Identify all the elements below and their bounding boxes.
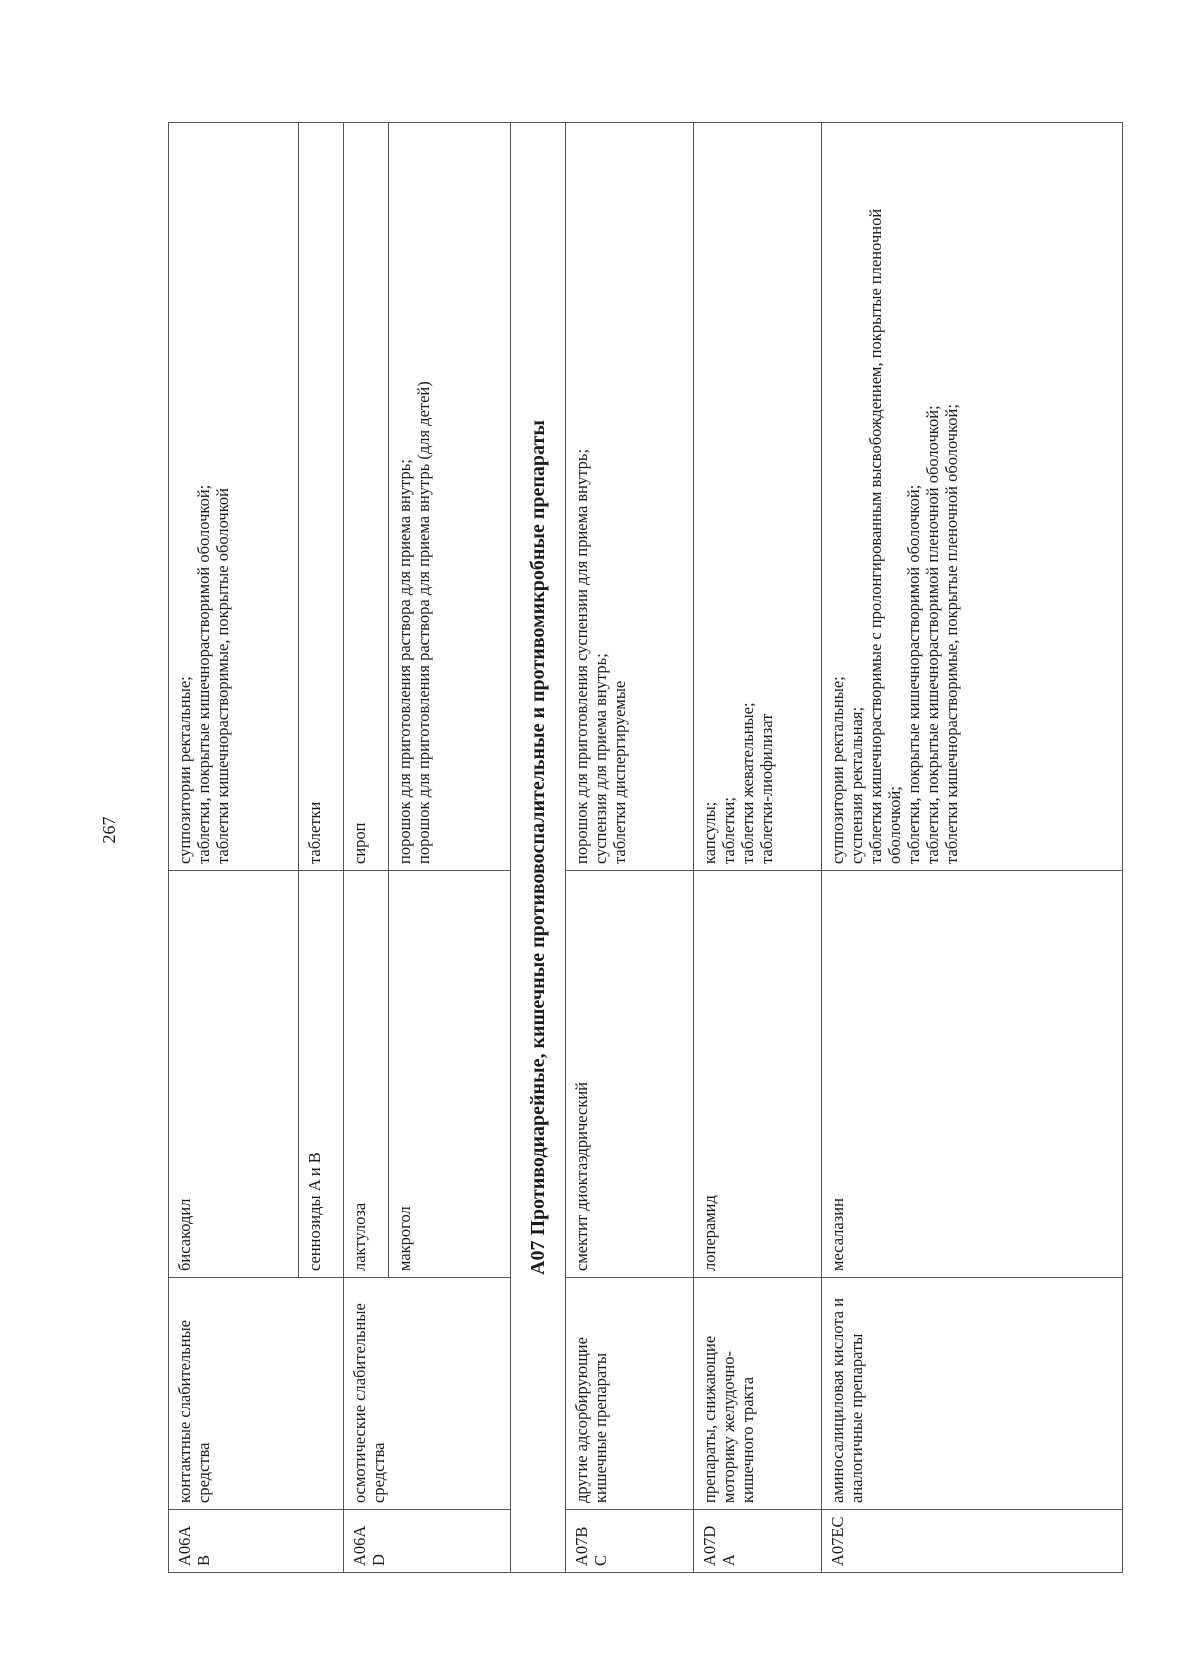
atc-code: A06AB [169, 1510, 344, 1573]
rotated-table-container [168, 123, 1123, 1573]
group-name: контактные слабительные средства [169, 1278, 344, 1510]
form-line: порошок для приготовления раствора для приема внутрь; [395, 459, 414, 864]
group-name: другие адсорбирующие кишечные препараты [566, 1278, 694, 1510]
form-line: суппозитории ректальные; [175, 676, 194, 864]
substance-name: лоперамид [694, 871, 822, 1278]
form-line: таблетки, покрытые кишечнорастворимой оболочкой; [194, 484, 213, 864]
form-line: таблетки кишечнорастворимые, покрытые оболочкой [213, 488, 232, 864]
table-row [822, 123, 1123, 1573]
form-line: таблетки, покрытые кишечнорастворимой оболочкой; [904, 484, 923, 864]
dosage-forms [344, 123, 389, 871]
section-header-row [511, 123, 566, 1573]
form-line: таблетки [305, 801, 324, 864]
atc-code: A07DA [694, 1510, 822, 1573]
form-line: таблетки жевательные; [738, 702, 757, 864]
form-line: порошок для приготовления раствора для приема внутрь (для детей) [414, 381, 433, 864]
form-line: порошок для приготовления суспензии для приема внутрь; [572, 448, 591, 864]
form-line: суспензия для приема внутрь; [591, 653, 610, 864]
dosage-forms [566, 123, 694, 871]
dosage-forms [694, 123, 822, 871]
form-line: таблетки диспергируемые [610, 680, 629, 864]
form-line: суспензия ректальная; [847, 706, 866, 864]
substance-name: бисакодил [169, 871, 299, 1278]
group-name: препараты, снижающие моторику желудочно-кишечного тракта [694, 1278, 822, 1510]
table-row [566, 123, 694, 1573]
dosage-forms [389, 123, 511, 871]
form-line: капсулы; [700, 801, 719, 864]
table-row [694, 123, 822, 1573]
group-name: аминосалициловая кислота и аналогичные препараты [822, 1278, 1123, 1510]
section-title: A07 Противодиарейные, кишечные противовоспалительные и противомикробные препараты [511, 123, 566, 1573]
form-line: таблетки кишечнорастворимые, покрытые пленочной оболочкой; [942, 404, 961, 864]
page-number: 267 [99, 816, 119, 844]
substance-name: смектит диоктаэдрический [566, 871, 694, 1278]
table-row [344, 123, 389, 1573]
form-line: таблетки, покрытые кишечнорастворимой пленочной оболочкой; [923, 405, 942, 864]
table-row [169, 123, 299, 1573]
dosage-forms [169, 123, 299, 871]
substance-name: лактулоза [344, 871, 389, 1278]
form-line: таблетки-лиофилизат [757, 713, 776, 864]
form-line: суппозитории ректальные; [828, 676, 847, 864]
atc-code: A07BC [566, 1510, 694, 1573]
atc-code: A07EC [822, 1510, 1123, 1573]
dosage-forms [299, 123, 344, 871]
atc-code: A06AD [344, 1510, 511, 1573]
dosage-forms [822, 123, 1123, 871]
form-line: таблетки; [719, 797, 738, 864]
form-line: таблетки кишечнорастворимые с пролонгированным высвобождением, покрытые пленочной оболочкой; [866, 208, 904, 864]
drug-table [168, 122, 1123, 1573]
substance-name: макрогол [389, 871, 511, 1278]
group-name: осмотические слабительные средства [344, 1278, 511, 1510]
substance-name: сеннозиды A и B [299, 871, 344, 1278]
substance-name: месалазин [822, 871, 1123, 1278]
form-line: сироп [350, 822, 369, 864]
